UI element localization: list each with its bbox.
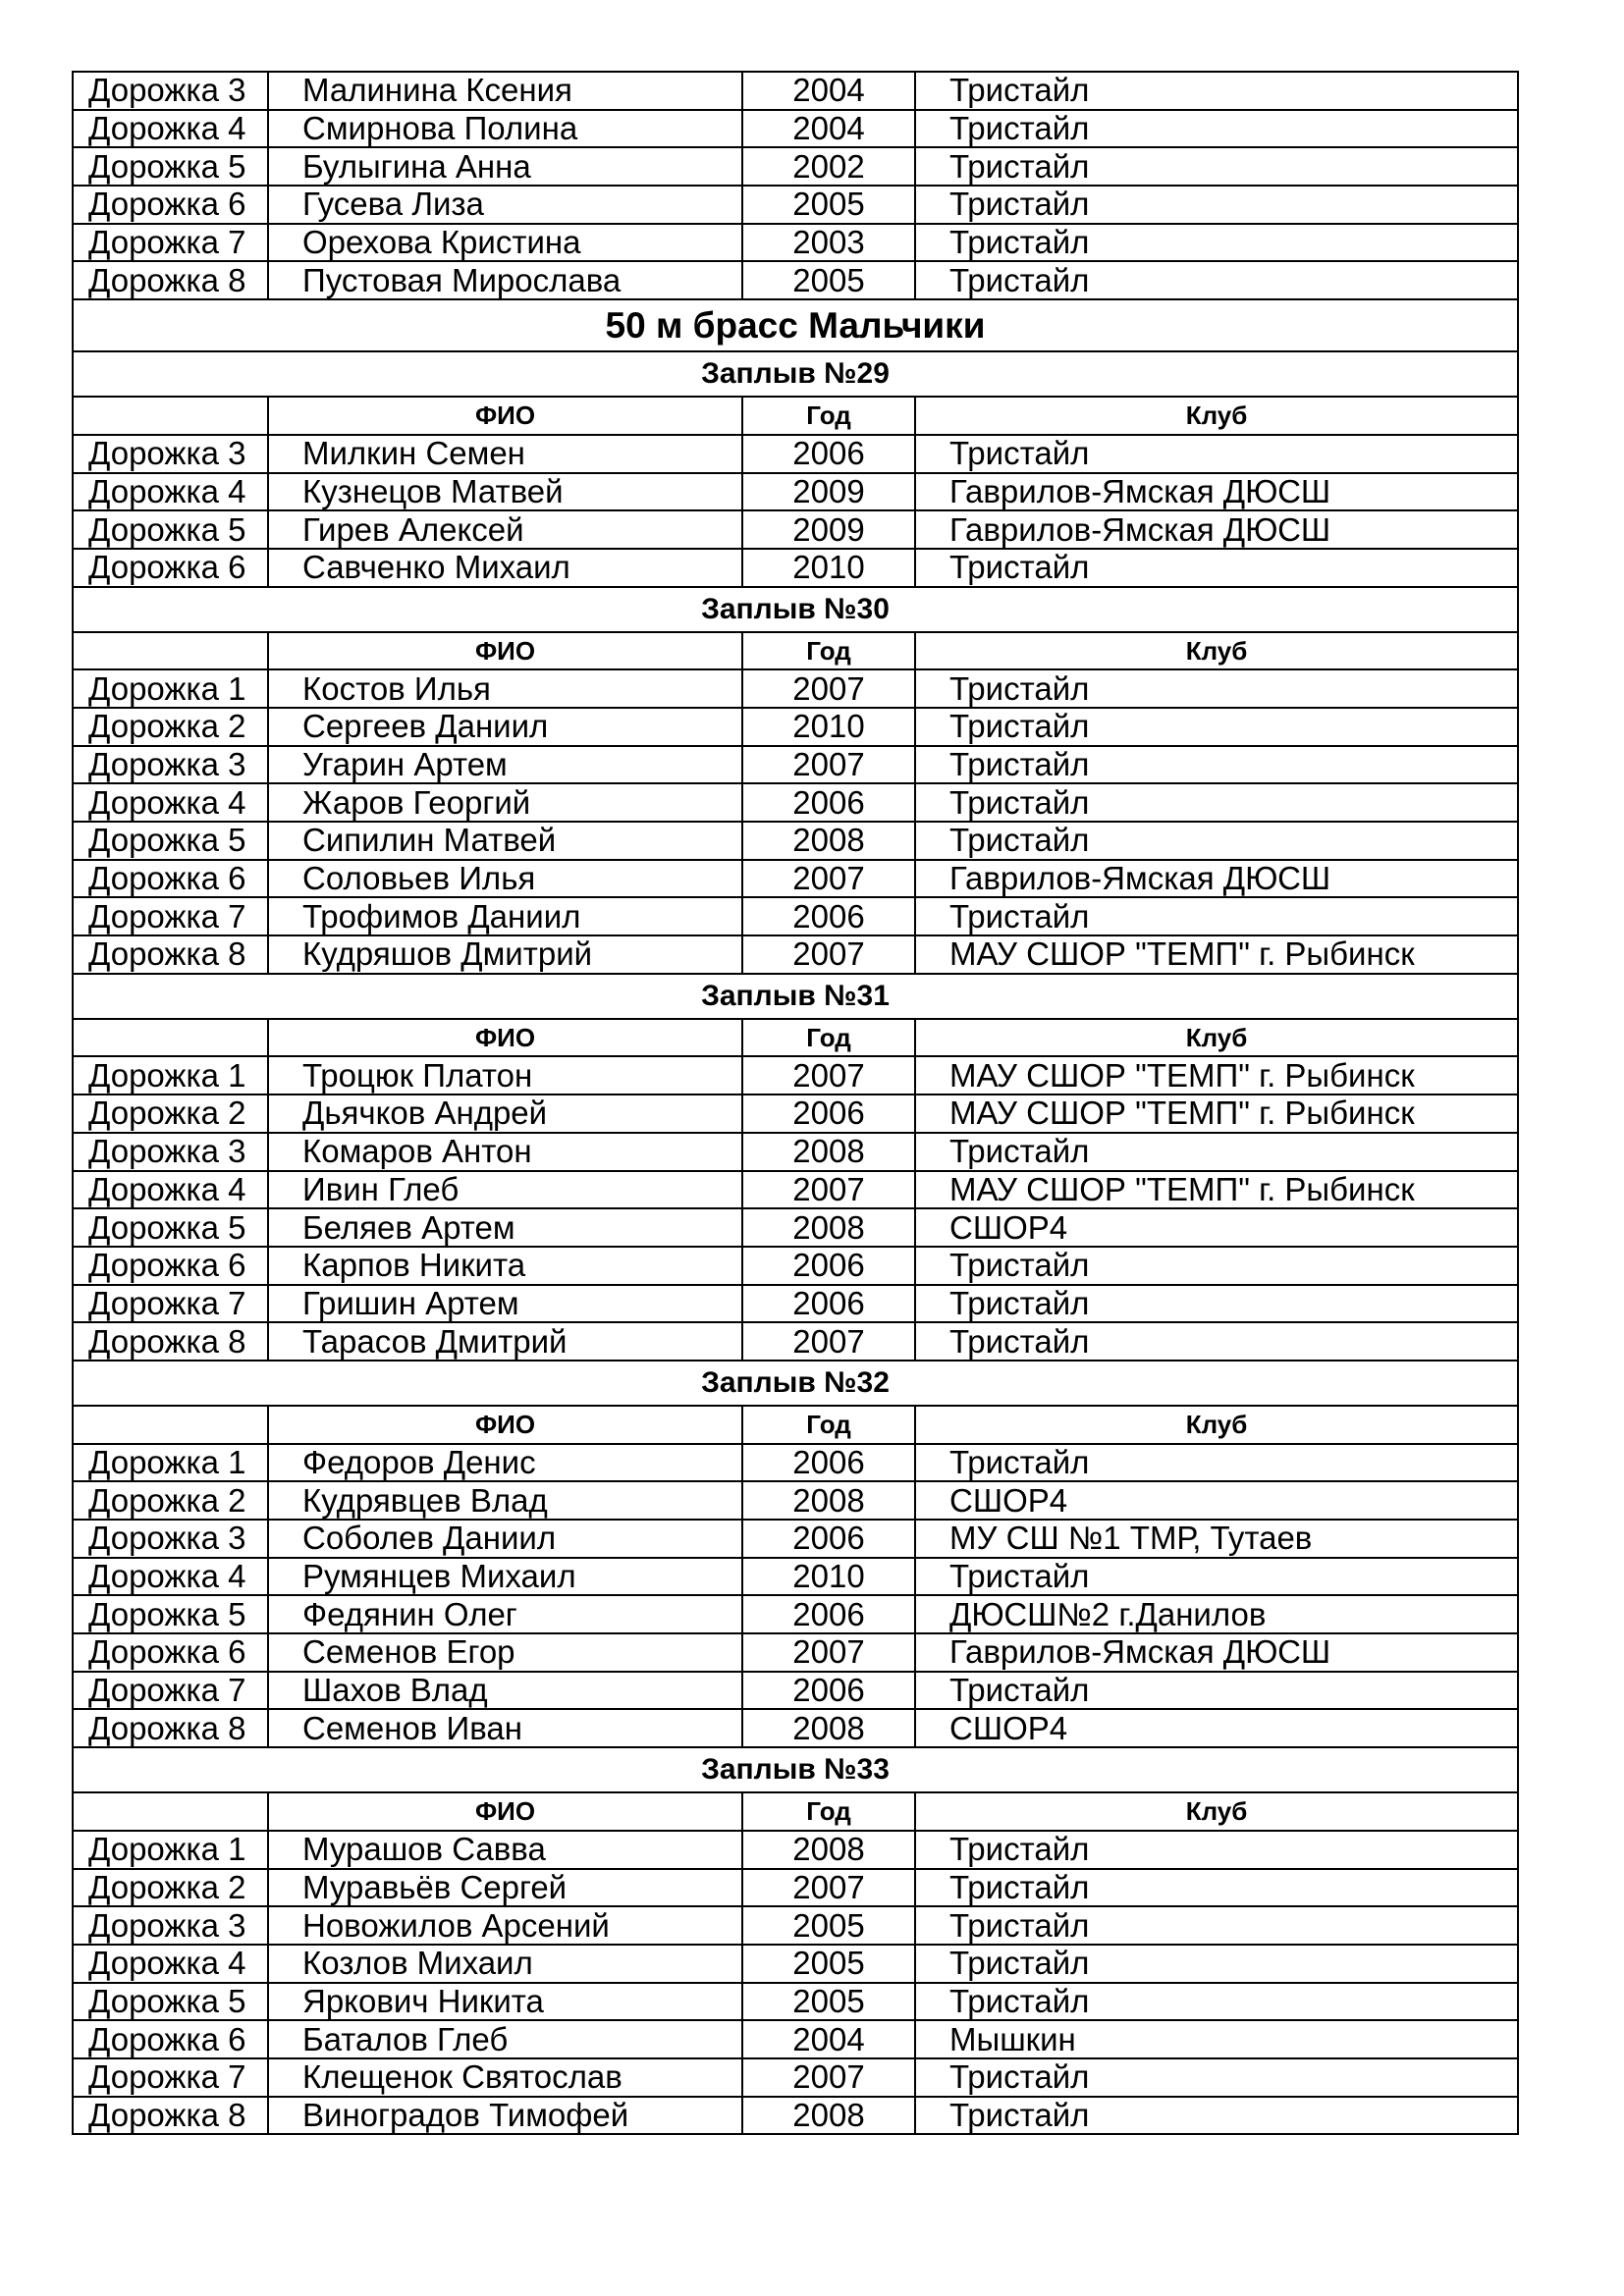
athlete-name-cell: Савченко Михаил: [268, 549, 742, 587]
birth-year-cell: 2007: [742, 935, 915, 974]
lane-cell: Дорожка 6: [73, 860, 268, 898]
lane-cell: Дорожка 5: [73, 510, 268, 549]
club-cell: СШОР4: [915, 1208, 1518, 1247]
lane-cell: Дорожка 3: [73, 1520, 268, 1558]
athlete-name-cell: Новожилов Арсений: [268, 1906, 742, 1945]
athlete-name-cell: Румянцев Михаил: [268, 1558, 742, 1596]
event-title: 50 м брасс Мальчики: [73, 299, 1518, 351]
table-row: [73, 1709, 1518, 1747]
birth-year-cell: 2007: [742, 1322, 915, 1361]
year-header: Год: [742, 1792, 915, 1831]
table-row: [73, 473, 1518, 511]
athlete-name-cell: Орехова Кристина: [268, 224, 742, 262]
table-row: [73, 1633, 1518, 1672]
column-header-row: [73, 1406, 1518, 1444]
lane-cell: Дорожка 5: [73, 822, 268, 860]
birth-year-cell: 2006: [742, 783, 915, 822]
birth-year-cell: 2008: [742, 2097, 915, 2135]
birth-year-cell: 2007: [742, 860, 915, 898]
athlete-name-cell: Баталов Глеб: [268, 2020, 742, 2058]
club-cell: Гаврилов-Ямская ДЮСШ: [915, 860, 1518, 898]
athlete-name-cell: Соловьев Илья: [268, 860, 742, 898]
lane-cell: Дорожка 8: [73, 261, 268, 299]
table-row: [73, 1133, 1518, 1171]
table-row: [73, 1983, 1518, 2021]
athlete-name-cell: Пустовая Мирослава: [268, 261, 742, 299]
club-cell: Тристайл: [915, 1869, 1518, 1907]
table-row: [73, 935, 1518, 974]
birth-year-cell: 2006: [742, 435, 915, 473]
birth-year-cell: 2006: [742, 1520, 915, 1558]
table-row: [73, 549, 1518, 587]
lane-cell: Дорожка 3: [73, 746, 268, 784]
lane-cell: Дорожка 6: [73, 1633, 268, 1672]
start-list-table: [72, 71, 1519, 2135]
athlete-name-cell: Гусева Лиза: [268, 186, 742, 224]
club-header: Клуб: [915, 632, 1518, 670]
table-row: [73, 1558, 1518, 1596]
club-cell: Тристайл: [915, 669, 1518, 708]
birth-year-cell: 2010: [742, 1558, 915, 1596]
name-header: ФИО: [268, 632, 742, 670]
birth-year-cell: 2006: [742, 897, 915, 935]
club-cell: Тристайл: [915, 708, 1518, 746]
lane-header: [73, 397, 268, 435]
lane-cell: Дорожка 2: [73, 708, 268, 746]
lane-cell: Дорожка 8: [73, 1709, 268, 1747]
athlete-name-cell: Милкин Семен: [268, 435, 742, 473]
lane-cell: Дорожка 5: [73, 1208, 268, 1247]
birth-year-cell: 2005: [742, 186, 915, 224]
birth-year-cell: 2005: [742, 1983, 915, 2021]
club-cell: Тристайл: [915, 1133, 1518, 1171]
birth-year-cell: 2007: [742, 2058, 915, 2097]
athlete-name-cell: Трофимов Даниил: [268, 897, 742, 935]
athlete-name-cell: Тарасов Дмитрий: [268, 1322, 742, 1361]
athlete-name-cell: Виноградов Тимофей: [268, 2097, 742, 2135]
lane-cell: Дорожка 4: [73, 1171, 268, 1209]
lane-cell: Дорожка 4: [73, 1945, 268, 1983]
athlete-name-cell: Кузнецов Матвей: [268, 473, 742, 511]
heat-title: Заплыв №31: [73, 974, 1518, 1019]
athlete-name-cell: Кудрявцев Влад: [268, 1481, 742, 1520]
table-row: [73, 261, 1518, 299]
table-row: [73, 1945, 1518, 1983]
club-cell: Тристайл: [915, 783, 1518, 822]
heat-title: Заплыв №32: [73, 1361, 1518, 1406]
club-cell: Тристайл: [915, 261, 1518, 299]
event-title-row: [73, 299, 1518, 351]
lane-cell: Дорожка 3: [73, 435, 268, 473]
name-header: ФИО: [268, 1406, 742, 1444]
club-cell: МАУ СШОР "ТЕМП" г. Рыбинск: [915, 935, 1518, 974]
name-header: ФИО: [268, 1019, 742, 1057]
lane-cell: Дорожка 8: [73, 2097, 268, 2135]
lane-header: [73, 1406, 268, 1444]
club-cell: МАУ СШОР "ТЕМП" г. Рыбинск: [915, 1056, 1518, 1095]
club-cell: Тристайл: [915, 1444, 1518, 1482]
birth-year-cell: 2005: [742, 1945, 915, 1983]
club-cell: Тристайл: [915, 549, 1518, 587]
table-row: [73, 1520, 1518, 1558]
athlete-name-cell: Сергеев Даниил: [268, 708, 742, 746]
club-cell: Тристайл: [915, 1322, 1518, 1361]
lane-cell: Дорожка 5: [73, 147, 268, 186]
club-cell: Мышкин: [915, 2020, 1518, 2058]
birth-year-cell: 2008: [742, 1208, 915, 1247]
column-header-row: [73, 397, 1518, 435]
table-row: [73, 435, 1518, 473]
table-row: [73, 1247, 1518, 1285]
lane-cell: Дорожка 6: [73, 549, 268, 587]
lane-cell: Дорожка 3: [73, 72, 268, 110]
table-row: [73, 1906, 1518, 1945]
lane-cell: Дорожка 1: [73, 669, 268, 708]
club-header: Клуб: [915, 397, 1518, 435]
lane-cell: Дорожка 7: [73, 2058, 268, 2097]
club-cell: Тристайл: [915, 746, 1518, 784]
column-header-row: [73, 1019, 1518, 1057]
table-row: [73, 746, 1518, 784]
athlete-name-cell: Угарин Артем: [268, 746, 742, 784]
birth-year-cell: 2005: [742, 1906, 915, 1945]
table-row: [73, 1171, 1518, 1209]
table-row: [73, 708, 1518, 746]
club-cell: Тристайл: [915, 1983, 1518, 2021]
table-row: [73, 224, 1518, 262]
lane-cell: Дорожка 2: [73, 1095, 268, 1133]
birth-year-cell: 2006: [742, 1285, 915, 1323]
birth-year-cell: 2008: [742, 822, 915, 860]
lane-cell: Дорожка 1: [73, 1831, 268, 1869]
heat-title-row: [73, 351, 1518, 397]
club-cell: Тристайл: [915, 147, 1518, 186]
athlete-name-cell: Федоров Денис: [268, 1444, 742, 1482]
club-cell: Тристайл: [915, 224, 1518, 262]
athlete-name-cell: Булыгина Анна: [268, 147, 742, 186]
birth-year-cell: 2002: [742, 147, 915, 186]
athlete-name-cell: Семенов Иван: [268, 1709, 742, 1747]
club-cell: Тристайл: [915, 186, 1518, 224]
birth-year-cell: 2007: [742, 1171, 915, 1209]
club-header: Клуб: [915, 1019, 1518, 1057]
lane-cell: Дорожка 6: [73, 2020, 268, 2058]
athlete-name-cell: Козлов Михаил: [268, 1945, 742, 1983]
club-cell: Тристайл: [915, 110, 1518, 148]
table-row: [73, 1208, 1518, 1247]
club-cell: МАУ СШОР "ТЕМП" г. Рыбинск: [915, 1095, 1518, 1133]
heat-title: Заплыв №29: [73, 351, 1518, 397]
birth-year-cell: 2008: [742, 1133, 915, 1171]
athlete-name-cell: Яркович Никита: [268, 1983, 742, 2021]
athlete-name-cell: Дьячков Андрей: [268, 1095, 742, 1133]
birth-year-cell: 2008: [742, 1481, 915, 1520]
table-row: [73, 1869, 1518, 1907]
year-header: Год: [742, 1406, 915, 1444]
table-row: [73, 822, 1518, 860]
birth-year-cell: 2007: [742, 669, 915, 708]
table-row: [73, 1672, 1518, 1710]
lane-cell: Дорожка 1: [73, 1444, 268, 1482]
table-row: [73, 1831, 1518, 1869]
lane-cell: Дорожка 8: [73, 935, 268, 974]
athlete-name-cell: Беляев Артем: [268, 1208, 742, 1247]
lane-cell: Дорожка 7: [73, 1285, 268, 1323]
athlete-name-cell: Семенов Егор: [268, 1633, 742, 1672]
club-cell: Тристайл: [915, 1558, 1518, 1596]
lane-cell: Дорожка 4: [73, 473, 268, 511]
birth-year-cell: 2003: [742, 224, 915, 262]
athlete-name-cell: Костов Илья: [268, 669, 742, 708]
athlete-name-cell: Гришин Артем: [268, 1285, 742, 1323]
birth-year-cell: 2009: [742, 473, 915, 511]
lane-cell: Дорожка 5: [73, 1595, 268, 1633]
lane-cell: Дорожка 7: [73, 897, 268, 935]
club-cell: Гаврилов-Ямская ДЮСШ: [915, 510, 1518, 549]
lane-header: [73, 632, 268, 670]
athlete-name-cell: Сипилин Матвей: [268, 822, 742, 860]
athlete-name-cell: Федянин Олег: [268, 1595, 742, 1633]
athlete-name-cell: Мурашов Савва: [268, 1831, 742, 1869]
club-cell: СШОР4: [915, 1709, 1518, 1747]
table-row: [73, 1322, 1518, 1361]
table-row: [73, 2058, 1518, 2097]
birth-year-cell: 2010: [742, 549, 915, 587]
heat-title: Заплыв №33: [73, 1747, 1518, 1792]
lane-cell: Дорожка 3: [73, 1906, 268, 1945]
column-header-row: [73, 1792, 1518, 1831]
club-cell: Тристайл: [915, 897, 1518, 935]
lane-cell: Дорожка 7: [73, 1672, 268, 1710]
birth-year-cell: 2004: [742, 2020, 915, 2058]
club-header: Клуб: [915, 1792, 1518, 1831]
table-row: [73, 1056, 1518, 1095]
club-cell: Тристайл: [915, 435, 1518, 473]
athlete-name-cell: Жаров Георгий: [268, 783, 742, 822]
start-list-body: [73, 72, 1518, 2134]
birth-year-cell: 2006: [742, 1595, 915, 1633]
lane-cell: Дорожка 4: [73, 783, 268, 822]
birth-year-cell: 2007: [742, 1633, 915, 1672]
athlete-name-cell: Шахов Влад: [268, 1672, 742, 1710]
birth-year-cell: 2008: [742, 1709, 915, 1747]
club-cell: Тристайл: [915, 1945, 1518, 1983]
club-cell: МАУ СШОР "ТЕМП" г. Рыбинск: [915, 1171, 1518, 1209]
birth-year-cell: 2007: [742, 1869, 915, 1907]
lane-cell: Дорожка 6: [73, 1247, 268, 1285]
athlete-name-cell: Клещенок Святослав: [268, 2058, 742, 2097]
athlete-name-cell: Соболев Даниил: [268, 1520, 742, 1558]
lane-cell: Дорожка 2: [73, 1869, 268, 1907]
lane-cell: Дорожка 8: [73, 1322, 268, 1361]
athlete-name-cell: Комаров Антон: [268, 1133, 742, 1171]
column-header-row: [73, 632, 1518, 670]
lane-cell: Дорожка 5: [73, 1983, 268, 2021]
table-row: [73, 1595, 1518, 1633]
year-header: Год: [742, 632, 915, 670]
birth-year-cell: 2006: [742, 1672, 915, 1710]
table-row: [73, 2020, 1518, 2058]
athlete-name-cell: Ивин Глеб: [268, 1171, 742, 1209]
club-cell: Тристайл: [915, 2058, 1518, 2097]
lane-cell: Дорожка 2: [73, 1481, 268, 1520]
lane-cell: Дорожка 6: [73, 186, 268, 224]
birth-year-cell: 2008: [742, 1831, 915, 1869]
club-cell: Тристайл: [915, 1247, 1518, 1285]
athlete-name-cell: Кудряшов Дмитрий: [268, 935, 742, 974]
table-row: [73, 510, 1518, 549]
table-row: [73, 860, 1518, 898]
table-row: [73, 2097, 1518, 2135]
athlete-name-cell: Троцюк Платон: [268, 1056, 742, 1095]
birth-year-cell: 2004: [742, 72, 915, 110]
birth-year-cell: 2010: [742, 708, 915, 746]
athlete-name-cell: Гирев Алексей: [268, 510, 742, 549]
athlete-name-cell: Муравьёв Сергей: [268, 1869, 742, 1907]
lane-cell: Дорожка 3: [73, 1133, 268, 1171]
lane-header: [73, 1792, 268, 1831]
table-row: [73, 669, 1518, 708]
club-cell: Гаврилов-Ямская ДЮСШ: [915, 473, 1518, 511]
table-row: [73, 1444, 1518, 1482]
athlete-name-cell: Карпов Никита: [268, 1247, 742, 1285]
table-row: [73, 783, 1518, 822]
club-cell: МУ СШ №1 ТМР, Тутаев: [915, 1520, 1518, 1558]
club-cell: Тристайл: [915, 72, 1518, 110]
club-cell: Гаврилов-Ямская ДЮСШ: [915, 1633, 1518, 1672]
heat-title-row: [73, 1747, 1518, 1792]
birth-year-cell: 2006: [742, 1444, 915, 1482]
table-row: [73, 1285, 1518, 1323]
lane-cell: Дорожка 1: [73, 1056, 268, 1095]
club-cell: Тристайл: [915, 822, 1518, 860]
birth-year-cell: 2006: [742, 1095, 915, 1133]
birth-year-cell: 2007: [742, 1056, 915, 1095]
table-row: [73, 186, 1518, 224]
table-row: [73, 110, 1518, 148]
year-header: Год: [742, 1019, 915, 1057]
birth-year-cell: 2006: [742, 1247, 915, 1285]
table-row: [73, 897, 1518, 935]
club-cell: ДЮСШ№2 г.Данилов: [915, 1595, 1518, 1633]
table-row: [73, 1095, 1518, 1133]
club-cell: Тристайл: [915, 1906, 1518, 1945]
club-header: Клуб: [915, 1406, 1518, 1444]
name-header: ФИО: [268, 397, 742, 435]
table-row: [73, 1481, 1518, 1520]
birth-year-cell: 2009: [742, 510, 915, 549]
table-row: [73, 147, 1518, 186]
birth-year-cell: 2004: [742, 110, 915, 148]
heat-title-row: [73, 587, 1518, 632]
birth-year-cell: 2005: [742, 261, 915, 299]
club-cell: Тристайл: [915, 1831, 1518, 1869]
birth-year-cell: 2007: [742, 746, 915, 784]
table-row: [73, 72, 1518, 110]
heat-title-row: [73, 974, 1518, 1019]
club-cell: СШОР4: [915, 1481, 1518, 1520]
lane-cell: Дорожка 4: [73, 110, 268, 148]
club-cell: Тристайл: [915, 1672, 1518, 1710]
athlete-name-cell: Смирнова Полина: [268, 110, 742, 148]
name-header: ФИО: [268, 1792, 742, 1831]
heat-title-row: [73, 1361, 1518, 1406]
club-cell: Тристайл: [915, 2097, 1518, 2135]
lane-header: [73, 1019, 268, 1057]
lane-cell: Дорожка 7: [73, 224, 268, 262]
year-header: Год: [742, 397, 915, 435]
heat-title: Заплыв №30: [73, 587, 1518, 632]
lane-cell: Дорожка 4: [73, 1558, 268, 1596]
club-cell: Тристайл: [915, 1285, 1518, 1323]
athlete-name-cell: Малинина Ксения: [268, 72, 742, 110]
